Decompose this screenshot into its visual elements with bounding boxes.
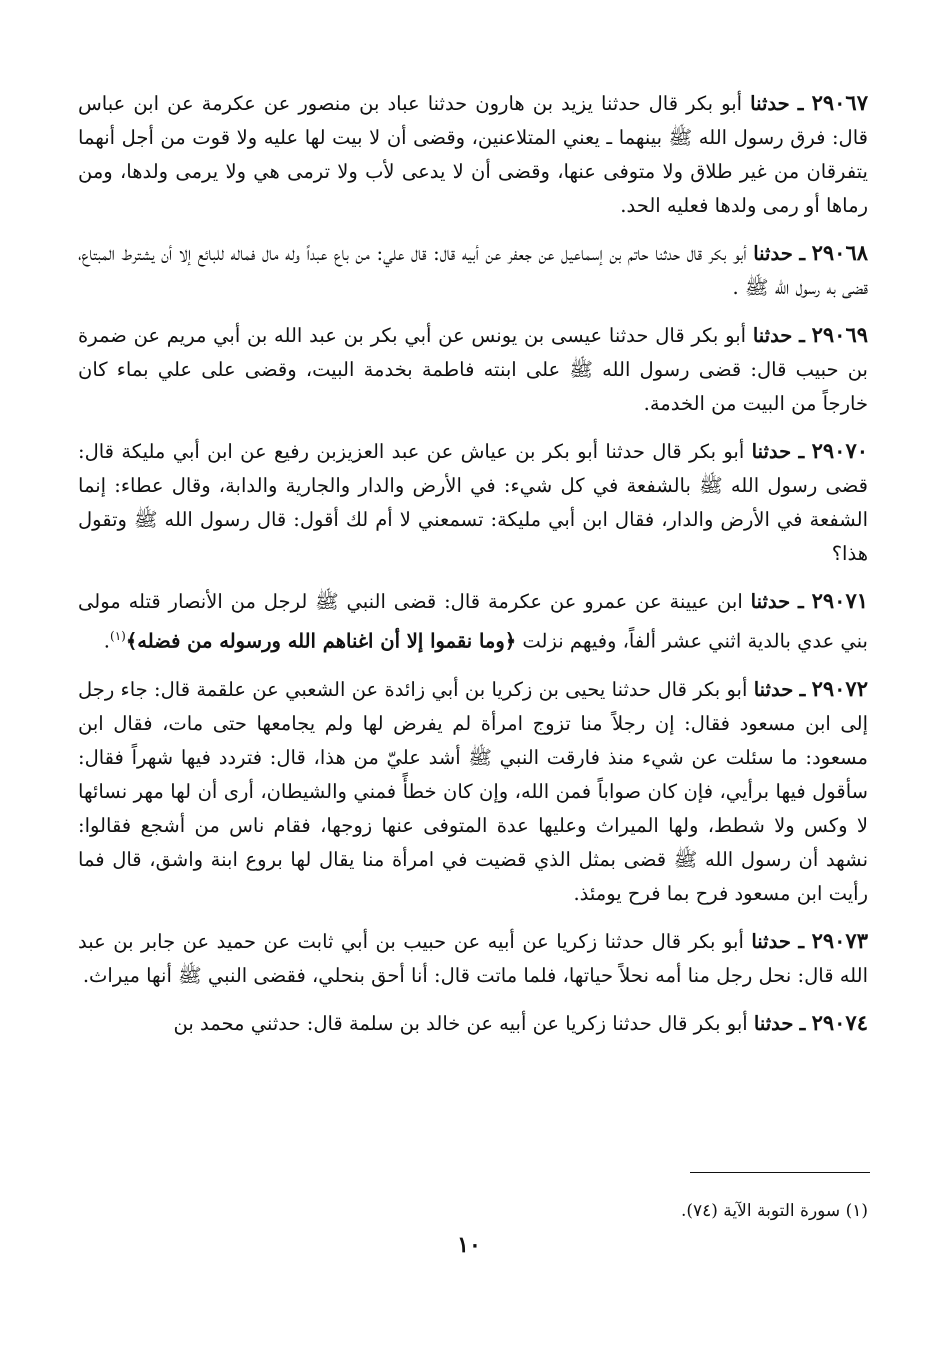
hadith-number: ٢٩٠٦٨	[811, 240, 869, 265]
sentence-end: .	[103, 629, 110, 653]
hadith-text: أبو بكر قال حدثنا حاتم بن إسماعيل عن جعفر عن أبيه قال: قال علي: من باع عبداً وله مال فماله للبائع إلا أن يشترط المبتاع، قضى به رسول الله ﷺ .	[78, 242, 868, 299]
footnote: (١) سورة التوبة الآية (٧٤).	[680, 1201, 868, 1221]
hadith-number: ٢٩٠٧٣	[811, 927, 868, 953]
hadith-29072	[78, 672, 868, 911]
hadith-29067	[78, 86, 868, 223]
hadith-lead: حدثنا	[750, 590, 791, 613]
dash: ـ	[799, 242, 806, 265]
hadith-number: ٢٩٠٧٢	[811, 675, 868, 701]
dash: ـ	[799, 1011, 806, 1035]
dash: ـ	[798, 440, 805, 463]
footnote-marker[interactable]: (١)	[110, 629, 126, 643]
dash: ـ	[798, 929, 805, 953]
hadith-lead: حدثنا	[753, 1011, 794, 1035]
dash: ـ	[799, 324, 805, 347]
hadith-text: أبو بكر قال حدثنا عيسى بن يونس عن أبي بكر بن عبد الله بن أبي مريم عن ضمرة بن حبيب قال: قضى رسول الله ﷺ على ابنته فاطمة بخدمة البيت، وقضى على علي بماء كان خارجاً من البيت من الخدمة.	[78, 324, 868, 415]
hadith-number: ٢٩٠٦٧	[811, 90, 868, 115]
footnote-divider	[690, 1172, 870, 1173]
hadith-29073	[78, 924, 868, 993]
hadith-number: ٢٩٠٦٩	[811, 322, 869, 347]
hadith-text: أبو بكر قال حدثنا زكريا عن أبيه عن خالد بن سلمة قال: حدثني محمد بن	[173, 1011, 748, 1035]
hadith-number: ٢٩٠٧١	[811, 588, 869, 613]
hadith-text: أبو بكر قال حدثنا أبو بكر بن عياش عن عبد العزيزبن رفيع عن ابن أبي مليكة قال: قضى رسول الله ﷺ بالشفعة في كل شيء: في الأرض والدار والجارية والدابة، وقال عطاء: إنما الشفعة في الأرض والدار، فقال ابن أبي مليكة: تسمعني لا أم لك أقول: قال رسول الله ﷺ وتقول هذا؟	[78, 440, 868, 565]
hadith-lead: حدثنا	[752, 324, 793, 347]
hadith-text: أبو بكر قال حدثنا يزيد بن هارون حدثنا عباد بن منصور عن عكرمة عن ابن عباس قال: فرق رسول الله ﷺ بينهما ـ يعني المتلاعنين، وقضى أن لا بيت لها عليه ولا قوت من أجل أنهما يتفرقان من غير طلاق ولا متوفى عنها، وقضى أن لا يدعى لأب ولا ترمى هي ولا يرمى ولدها، ومن رماها أو رمى ولدها فعليه الحد.	[78, 92, 868, 217]
hadith-lead: حدثنا	[750, 92, 790, 115]
hadith-text: أبو بكر قال حدثنا يحيى بن زكريا بن أبي زائدة عن الشعبي عن علقمة قال: جاء رجل إلى ابن مسعود فقال: إن رجلاً منا تزوج امرأة لم يفرض لها ولم يجامعها حتى مات، فقال ابن مسعود: ما سئلت عن شيء منذ فارقت النبي ﷺ أشد عليّ من هذا، قال: فتردد فيها شهراً فقال: سأقول فيها برأيي، فإن كان صواباً فمن الله، وإن كان خطأً فمني والشيطان، أرى أن لها مهر نسائها لا وكس ولا شطط، ولها الميراث وعليها عدة المتوفى عنها زوجها، فقام ناس من أشجع فقالوا: نشهد أن رسول الله ﷺ قضى بمثل الذي قضيت في امرأة منا يقال لها بروع ابنة واشق، قال فما رأيت ابن مسعود فرح بما فرح يومئذ.	[78, 677, 868, 905]
quran-quote: ﴿وما نقموا إلا أن اغناهم الله ورسوله من فضله﴾	[125, 629, 517, 653]
hadith-lead: حدثنا	[751, 440, 792, 463]
hadith-lead: حدثنا	[753, 677, 794, 701]
hadith-29070	[78, 434, 868, 571]
page-number: ١٠	[457, 1232, 481, 1258]
dash: ـ	[799, 677, 806, 701]
hadith-number: ٢٩٠٧٤	[811, 1009, 868, 1035]
hadith-29074	[78, 1006, 868, 1041]
main-text	[78, 86, 868, 1054]
hadith-number: ٢٩٠٧٠	[811, 438, 869, 463]
dash: ـ	[797, 92, 804, 115]
hadith-29069	[78, 318, 868, 421]
hadith-lead: حدثنا	[753, 242, 793, 265]
hadith-text: ابن عيينة عن عمرو عن عكرمة قال: قضى النبي ﷺ لرجل من الأنصار قتله مولى بني عدي بالدية اثني عشر ألفاً، وفيهم نزلت	[78, 590, 868, 653]
hadith-lead: حدثنا	[751, 929, 791, 953]
hadith-29071	[78, 584, 868, 659]
hadith-text: أبو بكر قال حدثنا زكريا عن أبيه عن حبيب بن أبي ثابت عن حميد عن جابر بن عبد الله قال: نحل رجل منا أمه نحلاً حياتها، فلما ماتت قال: أنا أحق بنحلي، فقضى النبي ﷺ أنها ميراث.	[78, 929, 868, 987]
hadith-29068	[78, 236, 868, 305]
dash: ـ	[798, 590, 804, 613]
